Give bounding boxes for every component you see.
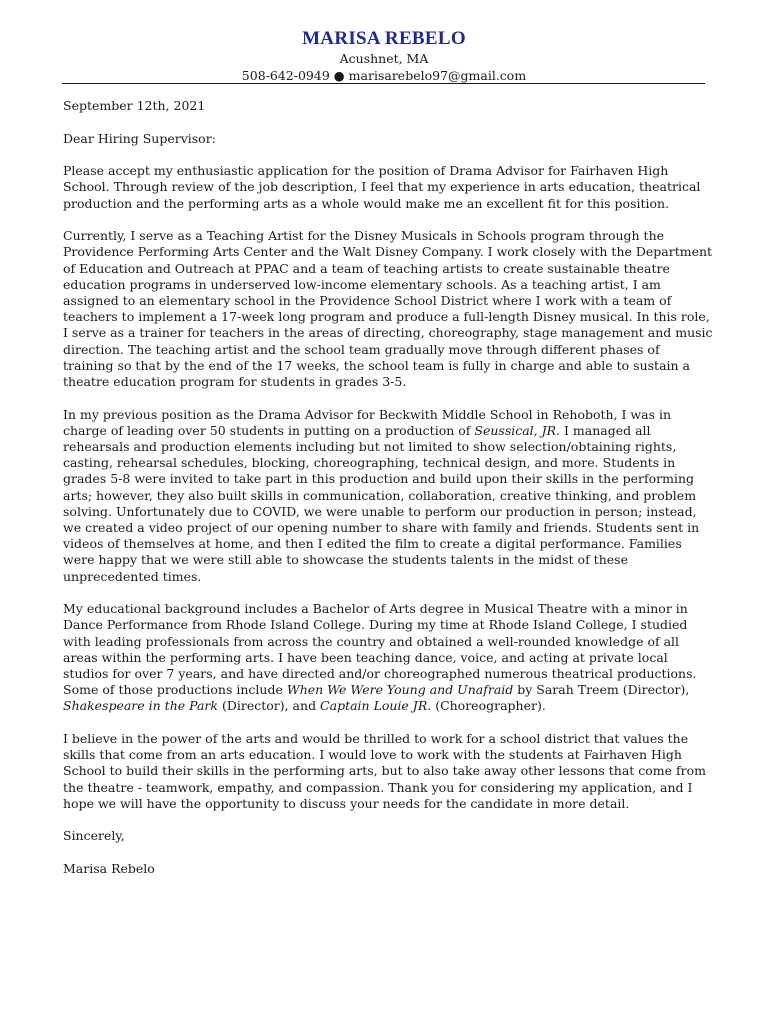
letter-body [63, 98, 713, 894]
contact-line [0, 68, 768, 84]
signature-name: Marisa Rebelo [63, 861, 155, 877]
complimentary-close: Sincerely, [63, 828, 125, 844]
text-segment: (Director), and [217, 698, 321, 714]
salutation: Dear Hiring Supervisor: [63, 130, 216, 146]
applicant-name: MARISA REBELO [302, 28, 466, 49]
paragraph-intro: Please accept my enthusiastic application for the position of Drama Advisor for Fairhaven High School. Through review of the job description, I feel that my experience in arts education, theatrical production and the performing arts as a whole would make me an excellent fit for this position. [63, 163, 701, 211]
applicant-location: Acushnet, MA [339, 51, 429, 66]
email-address: marisarebelo97@gmail.com [348, 68, 527, 83]
text-segment: by Sarah Treem (Director), [513, 682, 690, 698]
text-segment: I managed all rehearsals and production elements including but not limited to show selection/obtaining rights, casting, rehearsal schedules, blocking, choreographing, technical design, and more. Students in grades 5-8 were invited to take part in this production and build upon their skills in the performing arts; however, they also built skills in communication, collaboration, creative thinking, and problem solving. Unfortunately due to COVID, we were unable to perform our production in person; instead, we created a video project of our opening number to share with family and friends. Students sent in videos of themselves at home, and then I edited the film to create a digital performance. Families were happy that we were still able to showcase the students talents in the midst of these unprecedented times. [63, 422, 700, 584]
text-segment: In my previous position as the Drama Advisor for Beckwith Middle School in Rehoboth, I was in charge of leading over 50 students in putting on a production of [63, 406, 672, 438]
text-segment: My educational background includes a Bachelor of Arts degree in Musical Theatre with a minor in Dance Performance from Rhode Island College. During my time at Rhode Island College, I studied with leading professionals from across the country and obtained a well-rounded knowledge of all areas within the performing arts. I have been teaching dance, voice, and acting at private local studios for over 7 years, and have directed and/or choreographed numerous theatrical productions. Some of those productions include [63, 601, 697, 698]
letterhead [0, 28, 768, 84]
text-segment: (Choreographer). [431, 698, 546, 714]
production-title: Seussical, JR. [474, 422, 561, 438]
bullet-separator: ● [333, 68, 345, 83]
phone-number: 508-642-0949 [241, 68, 330, 83]
letter-date: September 12th, 2021 [63, 98, 206, 113]
production-title: When We Were Young and Unafraid [286, 682, 514, 698]
production-title: Shakespeare in the Park [63, 698, 218, 714]
paragraph-current-role: Currently, I serve as a Teaching Artist for the Disney Musicals in Schools program through the Providence Performing Arts Center and the Walt Disney Company. I work closely with the Department of Education and Outreach at PPAC and a team of teaching artists to create sustainable theatre education programs in underserved low-income elementary schools. As a teaching artist, I am assigned to an elementary school in the Providence School District where I work with a team of teachers to implement a 17-week long program and produce a full-length Disney musical. In this role, I serve as a trainer for teachers in the areas of directing, choreography, stage management and music direction. The teaching artist and the school team gradually move through different phases of training so that by the end of the 17 weeks, the school team is fully in charge and able to sustain a theatre education program for students in grades 3-5. [63, 228, 713, 390]
paragraph-previous-role [63, 407, 713, 585]
header-divider [62, 83, 705, 84]
paragraph-closing-statement: I believe in the power of the arts and would be thrilled to work for a school district that values the skills that come from an arts education. I would love to work with the students at Fairhaven High School to build their skills in the performing arts, but to also take away other lessons that come from the theatre - teamwork, empathy, and compassion. Thank you for considering my application, and I hope we will have the opportunity to discuss your needs for the candidate in more detail. [63, 731, 707, 811]
paragraph-education [63, 601, 713, 714]
production-title: Captain Louie JR. [320, 698, 432, 714]
